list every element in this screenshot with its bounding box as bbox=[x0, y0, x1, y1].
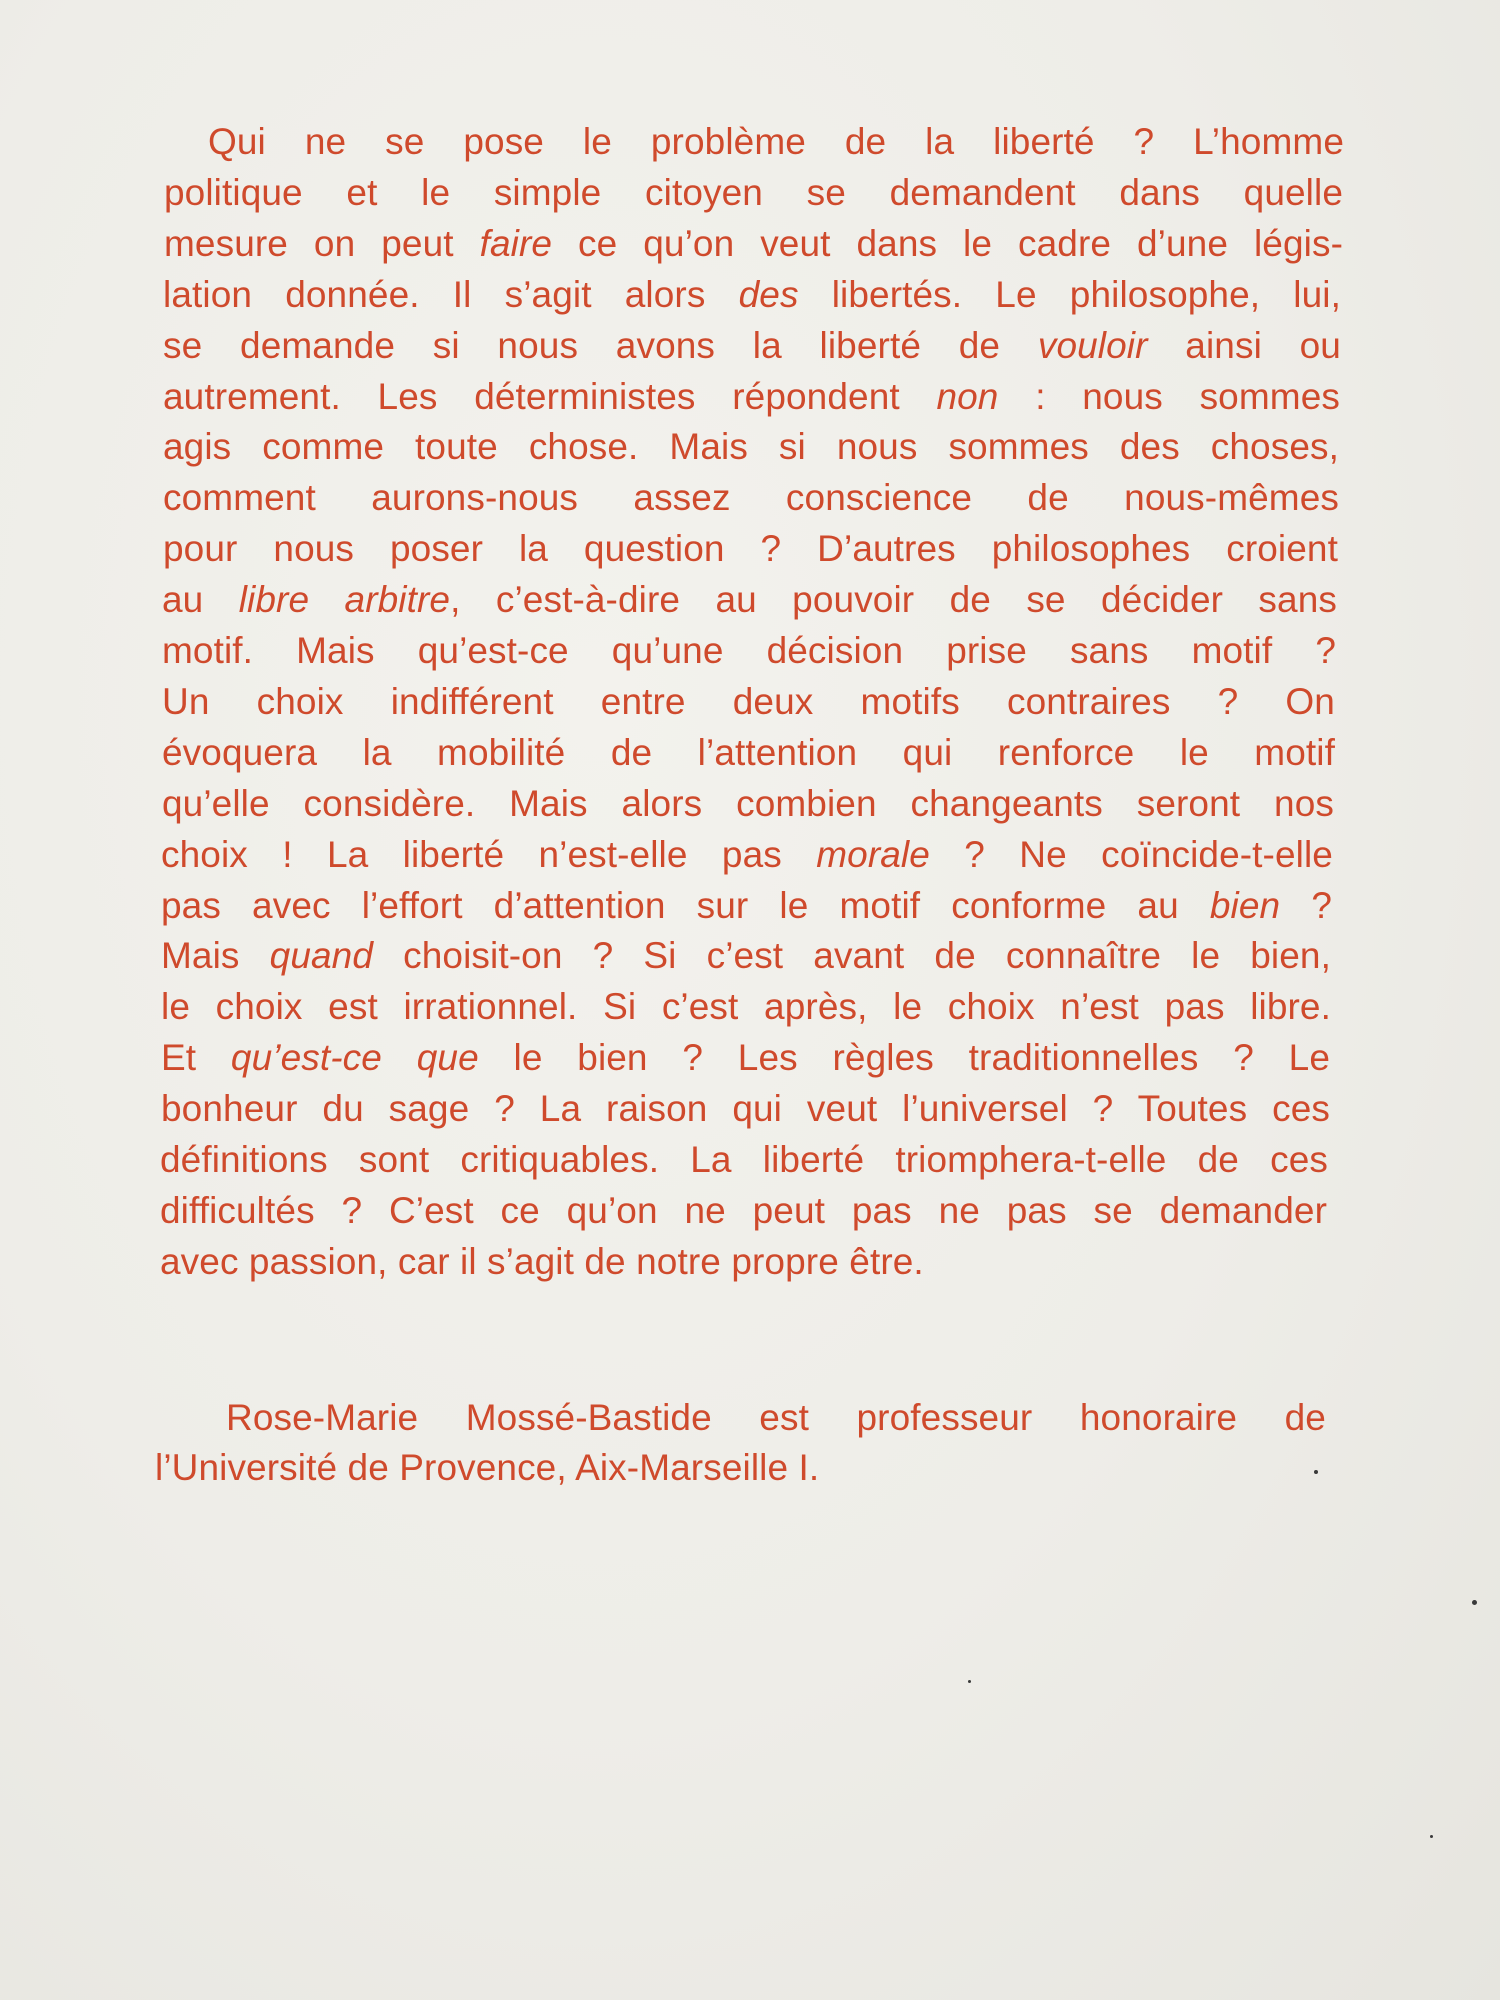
text-segment: mesure on peut bbox=[164, 222, 480, 264]
text-segment: au bbox=[162, 579, 239, 621]
italic-word: non bbox=[936, 375, 999, 417]
text-segment: l’Université de Provence, Aix-Marseille I. bbox=[155, 1447, 820, 1488]
text-segment: évoquera la mobilité de l’attention qui renforce le motif bbox=[162, 731, 1335, 773]
italic-word: faire bbox=[479, 222, 553, 264]
text-segment: : nous sommes bbox=[998, 375, 1340, 417]
text-segment: choix ! La liberté n’est-elle pas bbox=[161, 833, 817, 875]
text-segment: ce qu’on veut dans le cadre d’une légis- bbox=[552, 222, 1343, 264]
text-line bbox=[163, 273, 1341, 317]
text-line bbox=[162, 680, 1335, 724]
text-segment: définitions sont critiquables. La liberté triomphera-t-elle de ces bbox=[160, 1139, 1328, 1180]
text-segment: Rose-Marie Mossé-Bastide est professeur honoraire de bbox=[226, 1397, 1326, 1438]
text-line bbox=[163, 527, 1338, 571]
text-segment: qu’elle considère. Mais alors combien changeants seront nos bbox=[162, 782, 1334, 824]
text-line bbox=[163, 324, 1341, 368]
text-line bbox=[162, 578, 1337, 622]
text-line bbox=[161, 1087, 1330, 1131]
text-segment: avec passion, car il s’agit de notre propre être. bbox=[160, 1240, 924, 1282]
italic-word: qu’est-ce que bbox=[230, 1037, 479, 1079]
italic-word: vouloir bbox=[1037, 324, 1148, 366]
paper-speck bbox=[968, 1680, 971, 1683]
italic-word: libre arbitre bbox=[238, 579, 451, 621]
text-line bbox=[163, 375, 1340, 419]
text-segment: lation donnée. Il s’agit alors bbox=[163, 273, 739, 315]
text-line bbox=[160, 1138, 1328, 1182]
text-line bbox=[162, 629, 1336, 673]
text-segment: pas avec l’effort d’attention sur le motif conforme au bbox=[161, 884, 1210, 926]
text-line bbox=[161, 985, 1331, 1029]
text-line bbox=[161, 1036, 1330, 1080]
text-segment: Un choix indifférent entre deux motifs contraires ? On bbox=[162, 680, 1335, 722]
text-segment: motif. Mais qu’est-ce qu’une décision prise sans motif ? bbox=[162, 630, 1336, 671]
paper-speck bbox=[1314, 1470, 1318, 1474]
text-segment: difficultés ? C’est ce qu’on ne peut pas ne pas se demander bbox=[160, 1189, 1327, 1231]
text-line bbox=[161, 833, 1333, 877]
text-segment: pour nous poser la question ? D’autres philosophes croient bbox=[163, 528, 1338, 570]
paper-speck bbox=[1430, 1835, 1433, 1838]
italic-word: bien bbox=[1209, 884, 1281, 926]
text-line bbox=[163, 425, 1339, 469]
text-segment: comment aurons-nous assez conscience de nous-mêmes bbox=[163, 477, 1339, 519]
text-segment: agis comme toute chose. Mais si nous sommes des choses, bbox=[163, 426, 1339, 468]
text-line bbox=[161, 934, 1331, 978]
text-segment: Et bbox=[161, 1037, 231, 1079]
text-line bbox=[160, 1240, 1327, 1284]
text-line bbox=[226, 1396, 1326, 1440]
text-segment: choisit-on ? Si c’est avant de connaître le bien, bbox=[373, 935, 1331, 977]
text-segment: Mais bbox=[161, 935, 270, 977]
text-segment: libertés. Le philosophe, lui, bbox=[798, 273, 1342, 315]
text-segment: ainsi ou bbox=[1147, 324, 1341, 366]
text-segment: le bien ? Les règles traditionnelles ? Le bbox=[478, 1037, 1330, 1079]
text-segment: politique et le simple citoyen se demandent dans quelle bbox=[164, 171, 1343, 213]
text-segment: ? bbox=[1280, 884, 1332, 926]
text-line bbox=[208, 120, 1344, 164]
text-segment: Qui ne se pose le problème de la liberté ? L’homme bbox=[208, 121, 1344, 162]
text-line bbox=[162, 782, 1334, 826]
text-line bbox=[164, 222, 1343, 266]
italic-word: morale bbox=[816, 833, 930, 875]
text-segment: , c’est-à-dire au pouvoir de se décider sans bbox=[450, 579, 1337, 621]
text-line bbox=[161, 884, 1332, 928]
paper-speck bbox=[1472, 1600, 1477, 1605]
text-segment: le choix est irrationnel. Si c’est après, le choix n’est pas libre. bbox=[161, 986, 1331, 1028]
text-line bbox=[160, 1189, 1327, 1233]
text-segment: bonheur du sage ? La raison qui veut l’universel ? Toutes ces bbox=[161, 1088, 1330, 1130]
text-line bbox=[162, 731, 1335, 775]
text-segment: se demande si nous avons la liberté de bbox=[163, 324, 1038, 366]
text-line bbox=[164, 171, 1343, 215]
text-segment: ? Ne coïncide-t-elle bbox=[929, 833, 1333, 875]
text-line bbox=[163, 476, 1339, 520]
italic-word: des bbox=[738, 273, 799, 315]
italic-word: quand bbox=[269, 935, 374, 977]
text-segment: autrement. Les déterministes répondent bbox=[163, 375, 937, 417]
text-line bbox=[155, 1446, 1326, 1490]
